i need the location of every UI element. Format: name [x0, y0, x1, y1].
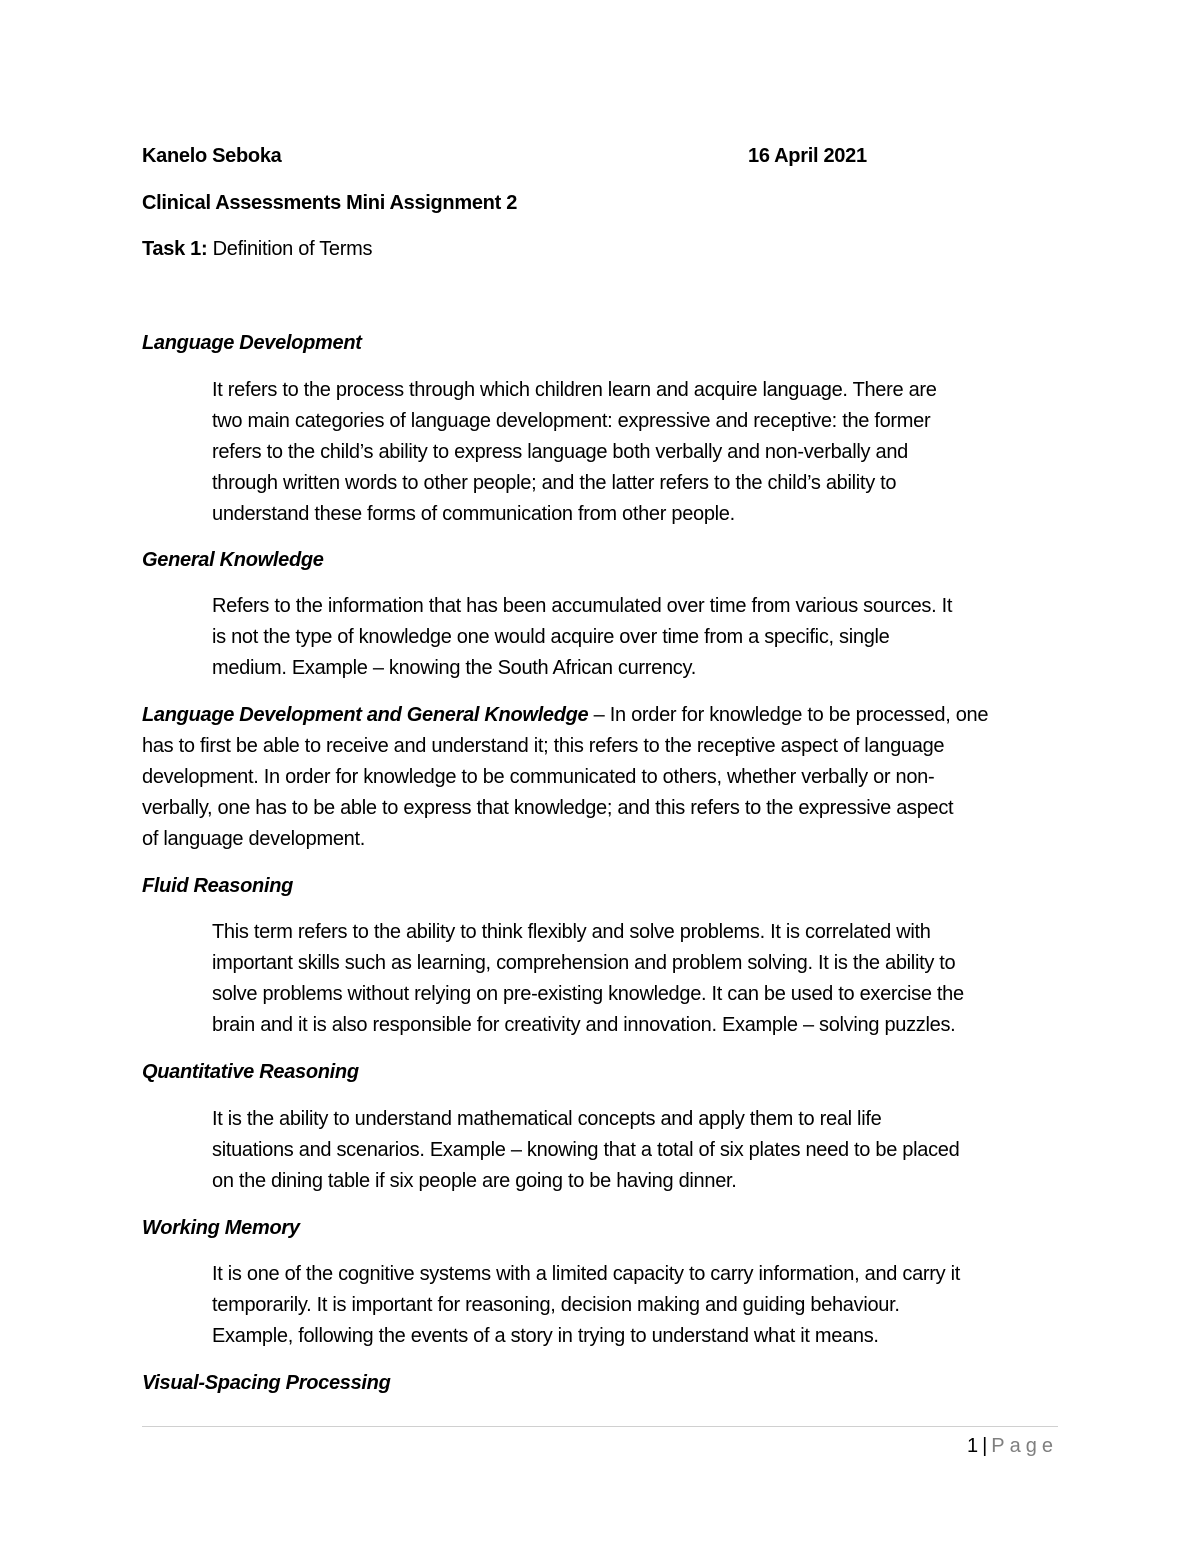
task-title: Definition of Terms: [212, 238, 373, 260]
paragraph-line: two main categories of language development: expressive and receptive: the former: [212, 410, 931, 432]
paragraph-line: Example, following the events of a story in trying to understand what it means.: [212, 1325, 879, 1347]
author-name: Kanelo Seboka: [142, 145, 282, 167]
paragraph-line: It refers to the process through which children learn and acquire language. There are: [212, 379, 937, 401]
section-heading-language-and-general: Language Development and General Knowledge: [142, 704, 589, 726]
paragraph-line: This term refers to the ability to think flexibly and solve problems. It is correlated with: [212, 921, 931, 943]
section-heading-fluid-reasoning: Fluid Reasoning: [142, 875, 294, 897]
section-body-working-memory: [212, 1259, 1072, 1352]
paragraph-line: refers to the child’s ability to express language both verbally and non-verbally and: [212, 441, 908, 463]
paragraph-line: medium. Example – knowing the South African currency.: [212, 657, 696, 679]
section-heading-quantitative-reasoning: Quantitative Reasoning: [142, 1061, 359, 1083]
page-label: Page: [991, 1435, 1058, 1457]
paragraph-line: situations and scenarios. Example – knowing that a total of six plates need to be placed: [212, 1139, 960, 1161]
paragraph-first-line: [142, 700, 1072, 731]
section-body-language-development: [212, 375, 1072, 530]
paragraph-line: Refers to the information that has been accumulated over time from various sources. It: [212, 595, 953, 617]
footer-divider: [142, 1426, 1058, 1427]
section-heading-language-development: Language Development: [142, 332, 362, 354]
section-heading-working-memory: Working Memory: [142, 1217, 300, 1239]
paragraph-line: temporarily. It is important for reasoning, decision making and guiding behaviour.: [212, 1294, 900, 1316]
task-heading: [142, 234, 372, 265]
paragraph-line: of language development.: [142, 828, 365, 850]
paragraph-line: verbally, one has to be able to express that knowledge; and this refers to the expressive aspect: [142, 797, 954, 819]
document-date: 16 April 2021: [748, 145, 867, 167]
section-language-and-general-knowledge: [142, 700, 1072, 855]
paragraph-line: important skills such as learning, comprehension and problem solving. It is the ability to: [212, 952, 956, 974]
paragraph-line: through written words to other people; and the latter refers to the child’s ability to: [212, 472, 897, 494]
section-heading-general-knowledge: General Knowledge: [142, 549, 324, 571]
paragraph-line: understand these forms of communication from other people.: [212, 503, 735, 525]
paragraph-line-rest: – In order for knowledge to be processed, one: [588, 704, 989, 726]
section-body-quantitative-reasoning: [212, 1104, 1072, 1197]
paragraph-line: development. In order for knowledge to be communicated to others, whether verbally or non-: [142, 766, 935, 788]
paragraph-line: has to first be able to receive and understand it; this refers to the receptive aspect of language: [142, 735, 945, 757]
course-title: Clinical Assessments Mini Assignment 2: [142, 192, 518, 214]
paragraph-line: solve problems without relying on pre-existing knowledge. It can be used to exercise the: [212, 983, 964, 1005]
section-body-fluid-reasoning: [212, 917, 1072, 1041]
section-body-general-knowledge: [212, 591, 1072, 684]
page-footer: [967, 1432, 1058, 1460]
task-label: Task 1:: [142, 238, 208, 260]
paragraph-line: brain and it is also responsible for creativity and innovation. Example – solving puzzles.: [212, 1014, 956, 1036]
page-separator: |: [982, 1435, 988, 1457]
paragraph-line: It is one of the cognitive systems with a limited capacity to carry information, and carry it: [212, 1263, 960, 1285]
paragraph-line: is not the type of knowledge one would acquire over time from a specific, single: [212, 626, 890, 648]
page-number: 1: [966, 1435, 979, 1457]
section-heading-visual-spacing-processing: Visual-Spacing Processing: [142, 1372, 391, 1394]
paragraph-line: on the dining table if six people are going to be having dinner.: [212, 1170, 737, 1192]
paragraph-line: It is the ability to understand mathematical concepts and apply them to real life: [212, 1108, 882, 1130]
